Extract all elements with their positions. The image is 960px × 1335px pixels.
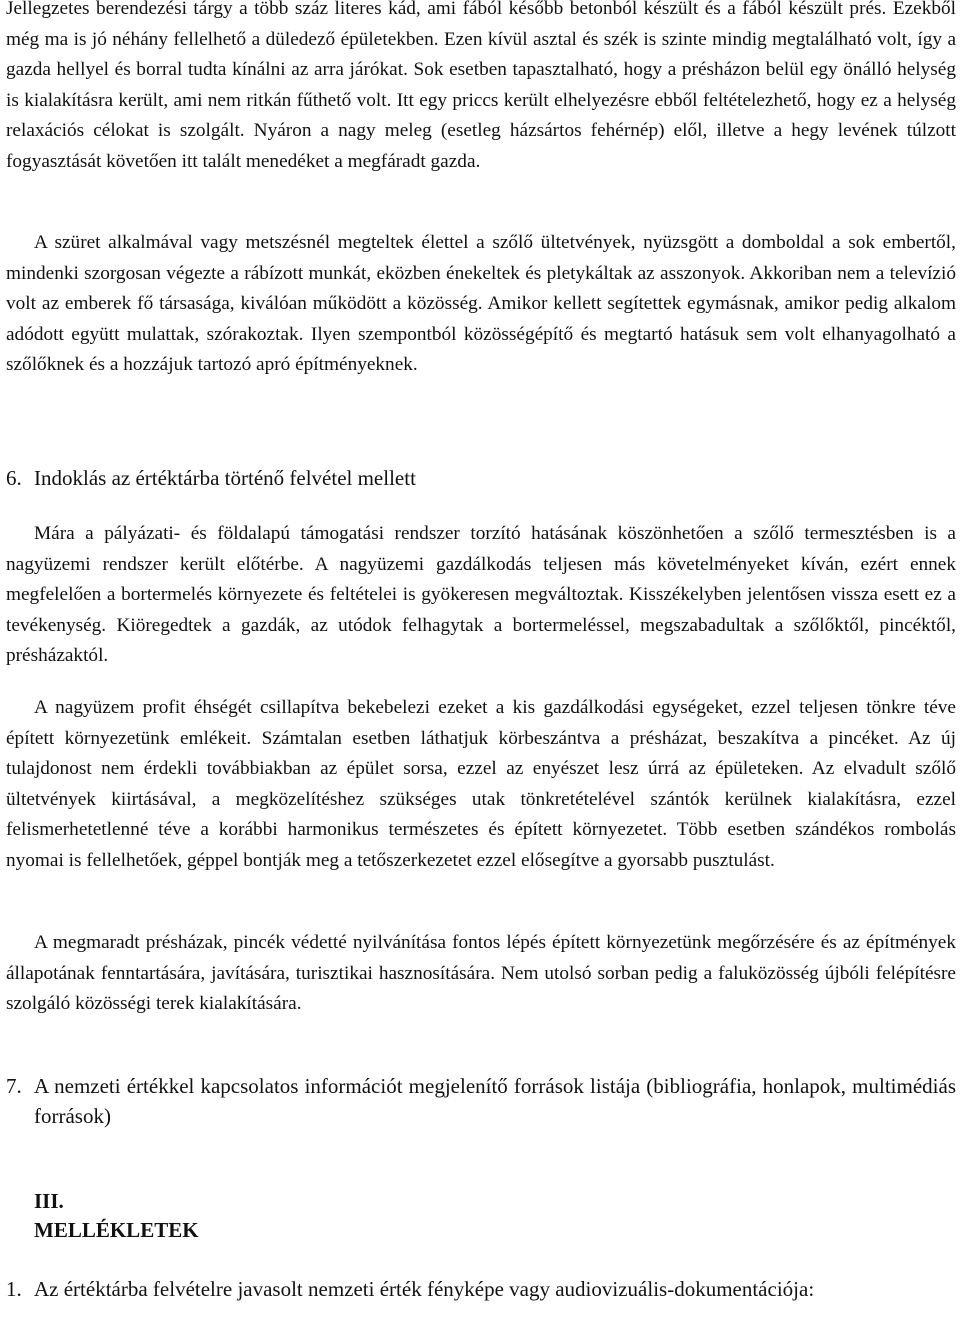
attachment-item-1-number: 1. bbox=[6, 1277, 22, 1301]
section-6-heading bbox=[6, 463, 956, 493]
part-3-title: MELLÉKLETEK bbox=[34, 1218, 199, 1242]
paragraph-justification: Mára a pályázati- és földalapú támogatási rendszer torzító hatásának köszönhetően a szőlő termesztésben is a nagyüzemi rendszer került előtérbe. A nagyüzemi gazdálkodás teljesen más követelményeket kíván, ezért ennek megfelelően a bortermelés környezete és feltételei is gyökeresen megváltoztak. Kisszékelyben jelentősen vissza esett ez a tevékenység. Kiöregedtek a gazdák, az utódok felhagytak a bortermeléssel, megszabadultak a szőlőktől, pincéktől, présházaktól. bbox=[6, 523, 956, 667]
attachment-item-1-title: Az értéktárba felvételre javasolt nemzeti érték fényképe vagy audiovizuális-dokumentációja: bbox=[34, 1277, 815, 1301]
section-7-title: A nemzeti értékkel kapcsolatos információt megjelenítő források listája (bibliográfia, honlapok, multimédiás források) bbox=[34, 1074, 956, 1128]
paragraph-large-scale-farming: A nagyüzem profit éhségét csillapítva bekebelezi ezeket a kis gazdálkodási egységeket, ezzel teljesen tönkre téve épített környezetünk emlékeit. Számtalan esetben láthatjuk körbeszántva a présházat, beszakítva a pincéket. Az új tulajdonost nem érdekli továbbiakban az épület sorsa, ezzel az enyészet lesz úrrá az épületeken. Az elvadult szőlő ültetvények kiirtásával, a megközelítéshez szükséges utak tönkretételével szántók kerülnek kialakításra, ezzel felismerhetetlenné téve a korábbi harmonikus természetes és épített környezetet. Több esetben szándékos rombolás nyomai is fellelhetőek, géppel bontják meg a tetőszerkezetet ezzel elősegítve a gyorsabb pusztulást. bbox=[6, 697, 956, 871]
section-6-title: Indoklás az értéktárba történő felvétel mellett bbox=[34, 466, 416, 490]
paragraph-furnishings: Jellegzetes berendezési tárgy a több száz literes kád, ami fából később betonból készült és a fából készült prés. Ezekből még ma is jó néhány fellelhető a düledező épületekben. Ezen kívül asztal és szék is szinte mindig megtalálható volt, így a gazda hellyel és borral tudta kínálni az arra járókat. Sok esetben tapasztalható, hogy a présházon belül egy önálló helység is kialakításra került, ami nem ritkán fűthető volt. Itt egy priccs került elhelyezésre ebből feltételezhető, hogy ez a helység relaxációs célokat is szolgált. Nyáron a nagy meleg (esetleg házsártos fehérnép) elől, illetve a hegy levének túlzott fogyasztását követően itt talált menedéket a megfáradt gazda. bbox=[6, 0, 956, 172]
paragraph-harvest-community: A szüret alkalmával vagy metszésnél megteltek élettel a szőlő ültetvények, nyüzsgött a domboldal a sok embertől, mindenki szorgosan végezte a rábízott munkát, eközben énekeltek és pletykáltak az asszonyok. Akkoriban nem a televízió volt az emberek fő társasága, kiválóan működött a közösség. Amikor kellett segítettek egymásnak, amikor pedig alkalom adódott együtt mulattak, szórakoztak. Ilyen szempontból közösségépítő és megtartó hatásuk sem volt elhanyagolható a szőlőknek és a hozzájuk tartozó apró építményeknek. bbox=[6, 232, 956, 376]
paragraph-preservation: A megmaradt présházak, pincék védetté nyilvánítása fontos lépés épített környezetünk megőrzésére és az építmények állapotának fenntartására, javítására, turisztikai hasznosítására. Nem utolsó sorban pedig a faluközösség újbóli felépítésre szolgáló közösségi terek kialakítására. bbox=[6, 932, 956, 1015]
attachment-item-1 bbox=[6, 1275, 956, 1304]
section-7-number: 7. bbox=[6, 1074, 22, 1098]
part-3-number: III. bbox=[34, 1189, 64, 1213]
section-6-number: 6. bbox=[6, 466, 22, 490]
section-7-heading bbox=[6, 1071, 956, 1131]
